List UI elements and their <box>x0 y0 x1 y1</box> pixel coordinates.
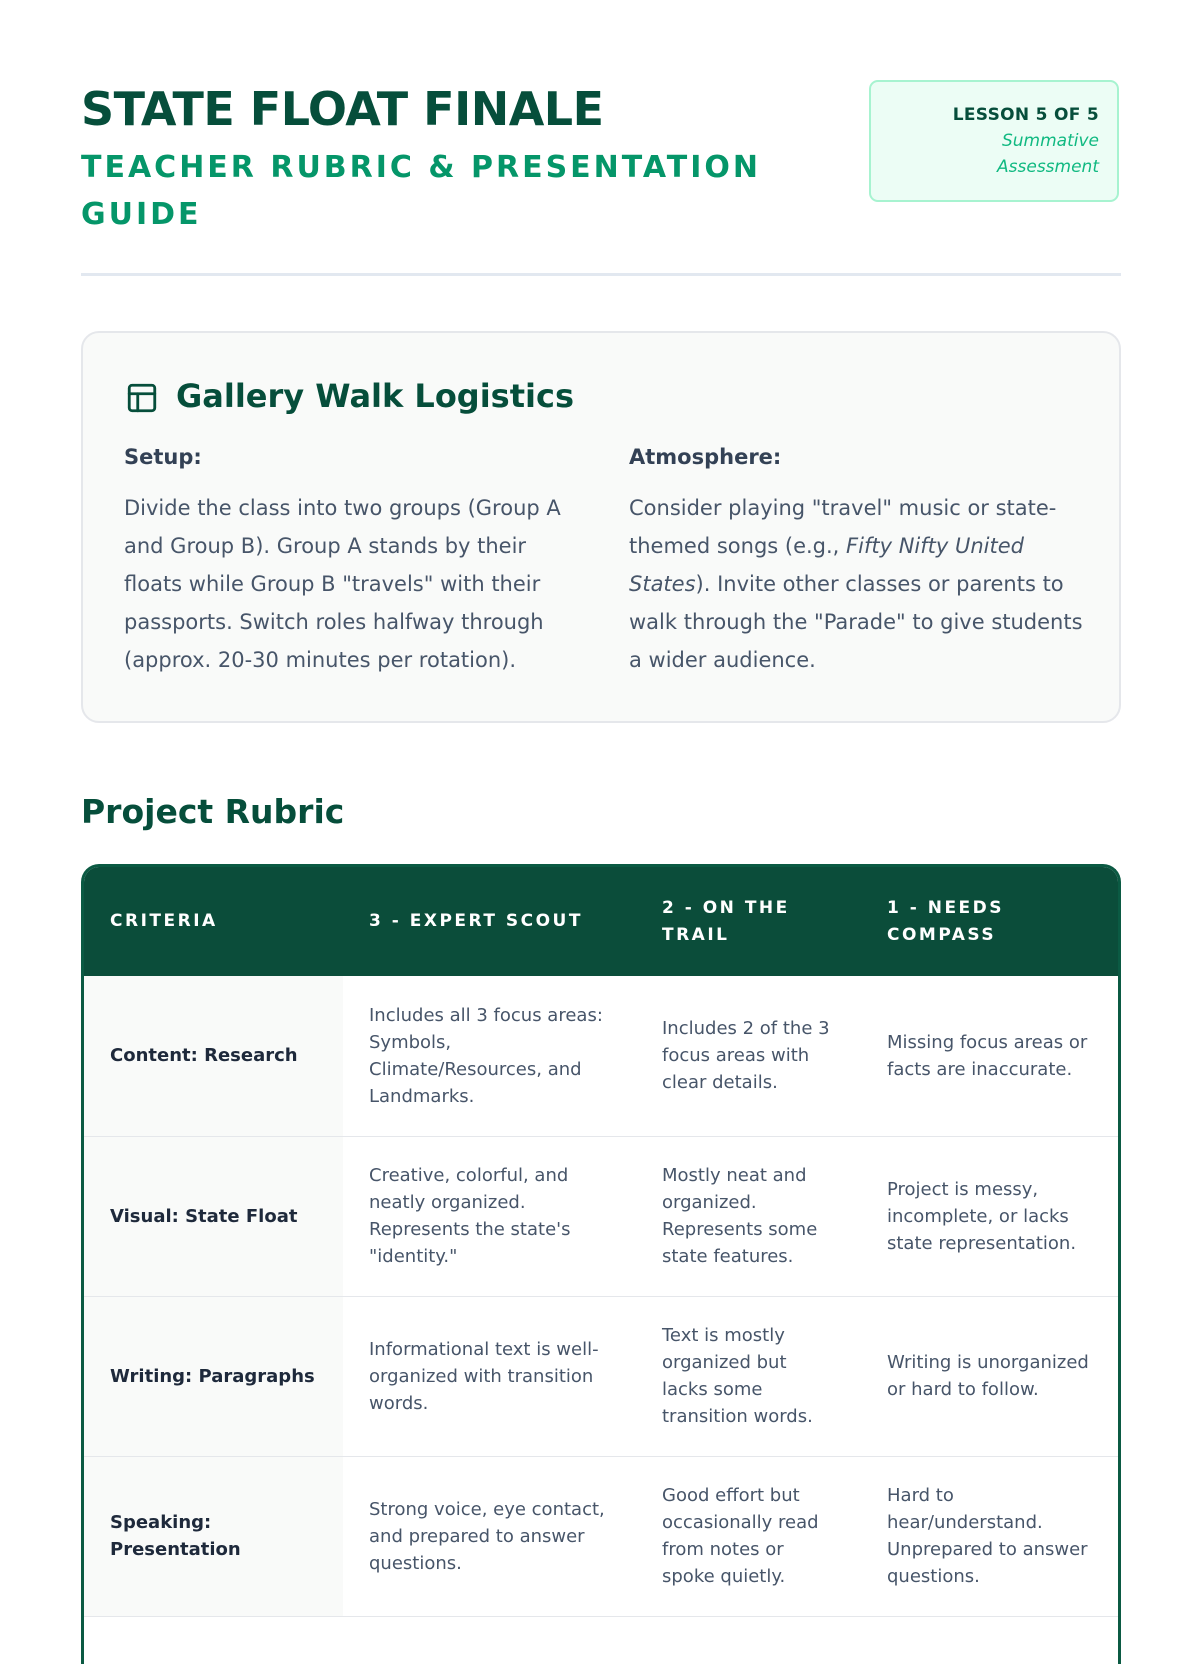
header-divider <box>81 273 1121 276</box>
expert-cell: Strong voice, eye contact, and prepared to answer questions. <box>343 1456 636 1616</box>
rubric-table <box>84 867 1118 1617</box>
trail-cell: Mostly neat and organized. Represents some state features. <box>636 1136 861 1296</box>
criteria-cell: Visual: State Float <box>84 1136 343 1296</box>
header-needs-compass: 1 - NEEDS COMPASS <box>861 867 1118 976</box>
table-row <box>84 1456 1118 1616</box>
lesson-badge <box>869 80 1119 202</box>
header-on-the-trail: 2 - ON THE TRAIL <box>636 867 861 976</box>
rubric-table-container <box>81 864 1121 1664</box>
setup-column <box>124 443 584 679</box>
compass-cell: Writing is unorganized or hard to follow. <box>861 1296 1118 1456</box>
expert-cell: Includes all 3 focus areas: Symbols, Climate/Resources, and Landmarks. <box>343 976 636 1136</box>
page-title: STATE FLOAT FINALE <box>81 82 604 136</box>
lesson-label: LESSON 5 OF 5 <box>952 105 1099 125</box>
page-subtitle: TEACHER RUBRIC & PRESENTATION GUIDE <box>81 150 762 232</box>
header-criteria: CRITERIA <box>84 867 343 976</box>
table-row <box>84 1296 1118 1456</box>
atmosphere-text-end: ). Invite other classes or parents to walk through the "Parade" to give students a wider audience. <box>629 572 1083 672</box>
logistics-card <box>81 331 1121 723</box>
atmosphere-heading: Atmosphere: <box>629 445 782 469</box>
rubric-header-row <box>84 867 1118 976</box>
compass-cell: Missing focus areas or facts are inaccurate. <box>861 976 1118 1136</box>
expert-cell: Creative, colorful, and neatly organized. Represents the state's "identity." <box>343 1136 636 1296</box>
table-row <box>84 1136 1118 1296</box>
compass-cell: Hard to hear/understand. Unprepared to answer questions. <box>861 1456 1118 1616</box>
atmosphere-text <box>629 489 1089 679</box>
compass-cell: Project is messy, incomplete, or lacks state representation. <box>861 1136 1118 1296</box>
setup-heading: Setup: <box>124 445 202 469</box>
header-expert-scout: 3 - EXPERT SCOUT <box>343 867 636 976</box>
trail-cell: Good effort but occasionally read from notes or spoke quietly. <box>636 1456 861 1616</box>
expert-cell: Informational text is well-organized with transition words. <box>343 1296 636 1456</box>
criteria-cell: Writing: Paragraphs <box>84 1296 343 1456</box>
table-row <box>84 976 1118 1136</box>
lesson-type: Summative Assessment <box>997 131 1099 177</box>
criteria-cell: Content: Research <box>84 976 343 1136</box>
trail-cell: Text is mostly organized but lacks some transition words. <box>636 1296 861 1456</box>
atmosphere-column <box>629 443 1089 679</box>
criteria-cell: Speaking: Presentation <box>84 1456 343 1616</box>
logistics-title: Gallery Walk Logistics <box>176 377 574 415</box>
trail-cell: Includes 2 of the 3 focus areas with clear details. <box>636 976 861 1136</box>
rubric-title: Project Rubric <box>81 792 345 831</box>
setup-text: Divide the class into two groups (Group A and Group B). Group A stands by their floats while Group B "travels" with their passports. Switch roles halfway through (approx. 20-30 minutes per rotation). <box>124 496 561 672</box>
atmosphere-text-start: Consider playing "travel" music or state-themed songs (e.g., <box>629 496 1057 558</box>
layout-icon <box>125 381 159 415</box>
song-title: Fifty Nifty United States <box>629 534 1024 596</box>
